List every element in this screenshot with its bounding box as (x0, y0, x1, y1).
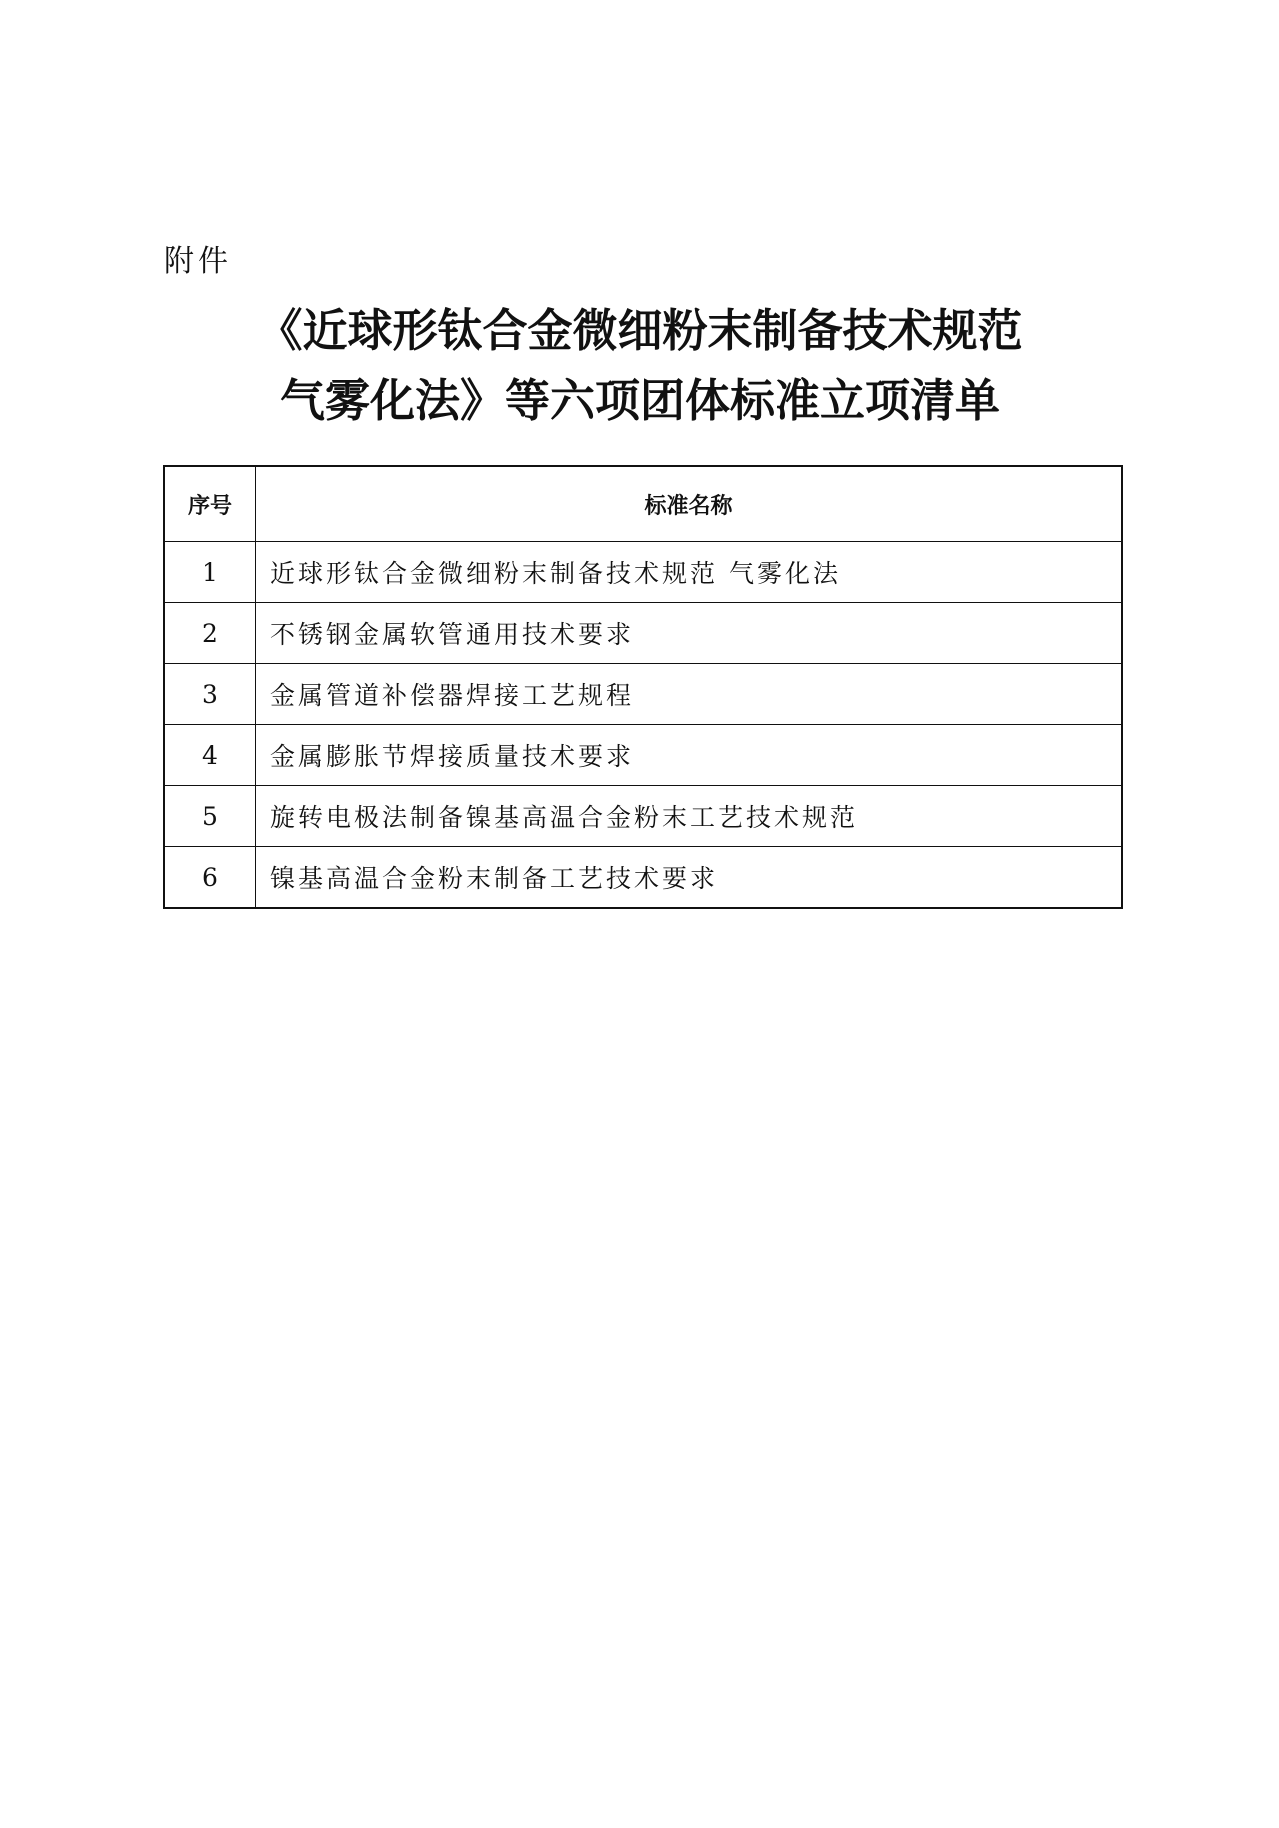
document-title (160, 296, 1120, 436)
standards-table (163, 465, 1123, 909)
row-standard-name: 旋转电极法制备镍基高温合金粉末工艺技术规范 (256, 786, 1123, 847)
row-standard-name: 近球形钛合金微细粉末制备技术规范 气雾化法 (256, 542, 1123, 603)
row-index: 5 (164, 786, 256, 847)
row-index: 1 (164, 542, 256, 603)
table-row (164, 786, 1122, 847)
header-index: 序号 (164, 466, 256, 542)
header-name: 标准名称 (256, 466, 1123, 542)
table-row (164, 664, 1122, 725)
table-row (164, 847, 1122, 909)
table-row (164, 603, 1122, 664)
row-index: 3 (164, 664, 256, 725)
table-row (164, 725, 1122, 786)
row-standard-name: 不锈钢金属软管通用技术要求 (256, 603, 1123, 664)
table-header-row (164, 466, 1122, 542)
title-line-2: 气雾化法》等六项团体标准立项清单 (279, 374, 1000, 427)
row-index: 2 (164, 603, 256, 664)
attachment-label: 附件 (164, 244, 232, 279)
row-standard-name: 金属管道补偿器焊接工艺规程 (256, 664, 1123, 725)
title-line-1: 《近球形钛合金微细粉末制备技术规范 (257, 304, 1023, 357)
table-row (164, 542, 1122, 603)
row-index: 6 (164, 847, 256, 909)
row-standard-name: 金属膨胀节焊接质量技术要求 (256, 725, 1123, 786)
row-standard-name: 镍基高温合金粉末制备工艺技术要求 (256, 847, 1123, 909)
row-index: 4 (164, 725, 256, 786)
